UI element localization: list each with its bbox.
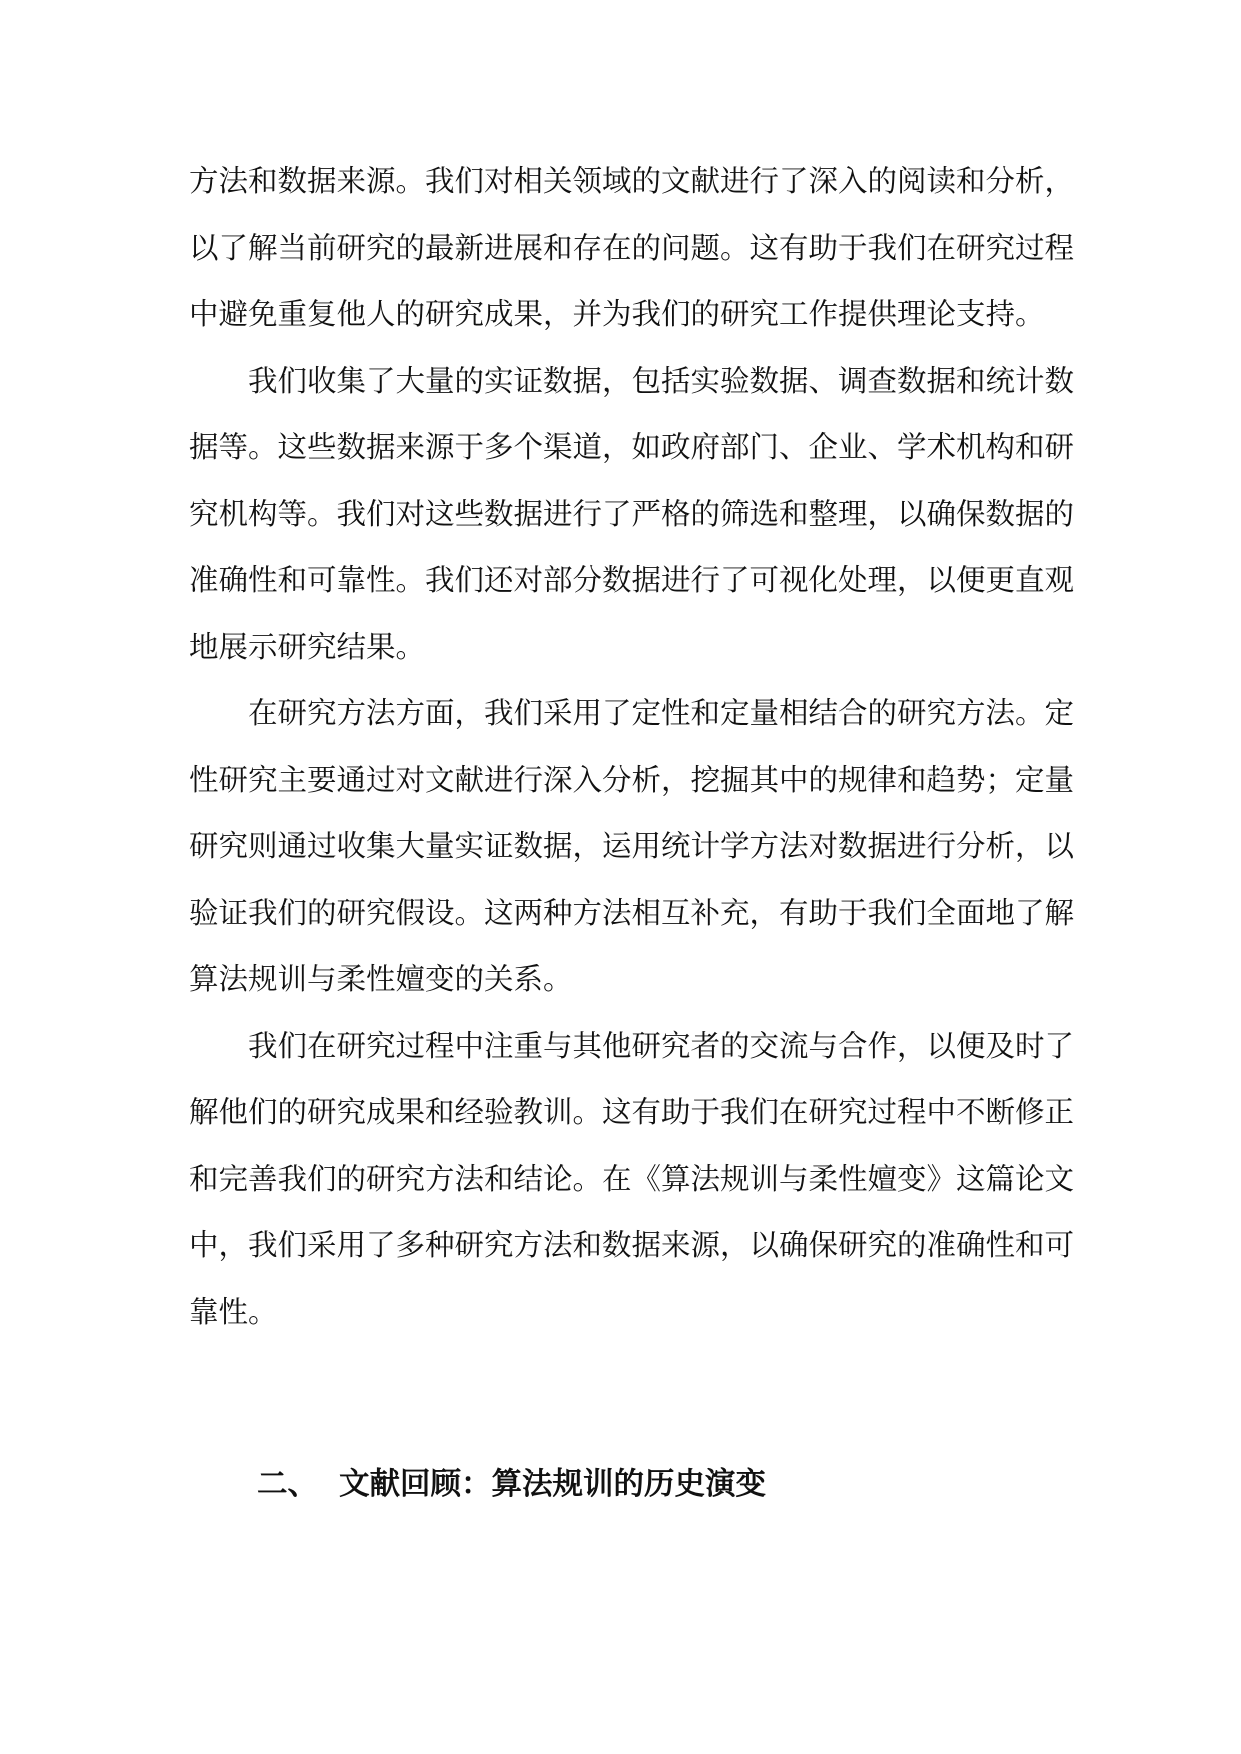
section-heading (257, 1465, 766, 1505)
paragraph-2-line-2: 据等。这些数据来源于多个渠道，如政府部门、企业、学术机构和研 (189, 430, 1075, 464)
section-title: 文献回顾：算法规训的历史演变 (339, 1467, 766, 1502)
paragraph-2-line-3: 究机构等。我们对这些数据进行了严格的筛选和整理，以确保数据的 (189, 496, 1075, 531)
paragraph-1-line-1: 方法和数据来源。我们对相关领域的文献进行了深入的阅读和分析， (189, 164, 1075, 198)
paragraph-1-line-3: 中避免重复他人的研究成果，并为我们的研究工作提供理论支持。 (189, 297, 1045, 331)
paragraph-3-line-5: 算法规训与柔性嬗变的关系。 (189, 962, 573, 996)
paragraph-3-line-3: 研究则通过收集大量实证数据，运用统计学方法对数据进行分析，以 (189, 829, 1075, 863)
paragraph-2-line-1: 我们收集了大量的实证数据，包括实验数据、调查数据和统计数 (248, 363, 1075, 398)
section-number: 二、 (257, 1467, 318, 1502)
paragraph-1-line-2: 以了解当前研究的最新进展和存在的问题。这有助于我们在研究过程 (189, 230, 1075, 265)
paragraph-2-line-5: 地展示研究结果。 (189, 629, 426, 664)
paragraph-4-line-1: 我们在研究过程中注重与其他研究者的交流与合作，以便及时了 (248, 1028, 1075, 1063)
paragraph-4-line-5: 靠性。 (189, 1294, 278, 1329)
paragraph-2-line-4: 准确性和可靠性。我们还对部分数据进行了可视化处理，以便更直观 (189, 563, 1075, 597)
body-text (189, 148, 1075, 1345)
paragraph-3-line-2: 性研究主要通过对文献进行深入分析，挖掘其中的规律和趋势；定量 (189, 762, 1075, 797)
paragraph-4-line-4: 中，我们采用了多种研究方法和数据来源，以确保研究的准确性和可 (189, 1228, 1075, 1262)
paragraph-3-line-4: 验证我们的研究假设。这两种方法相互补充，有助于我们全面地了解 (189, 895, 1075, 930)
paragraph-4-line-2: 解他们的研究成果和经验教训。这有助于我们在研究过程中不断修正 (189, 1095, 1075, 1129)
paragraph-4-line-3: 和完善我们的研究方法和结论。在《算法规训与柔性嬗变》这篇论文 (189, 1161, 1075, 1196)
paragraph-3-line-1: 在研究方法方面，我们采用了定性和定量相结合的研究方法。定 (248, 696, 1075, 730)
